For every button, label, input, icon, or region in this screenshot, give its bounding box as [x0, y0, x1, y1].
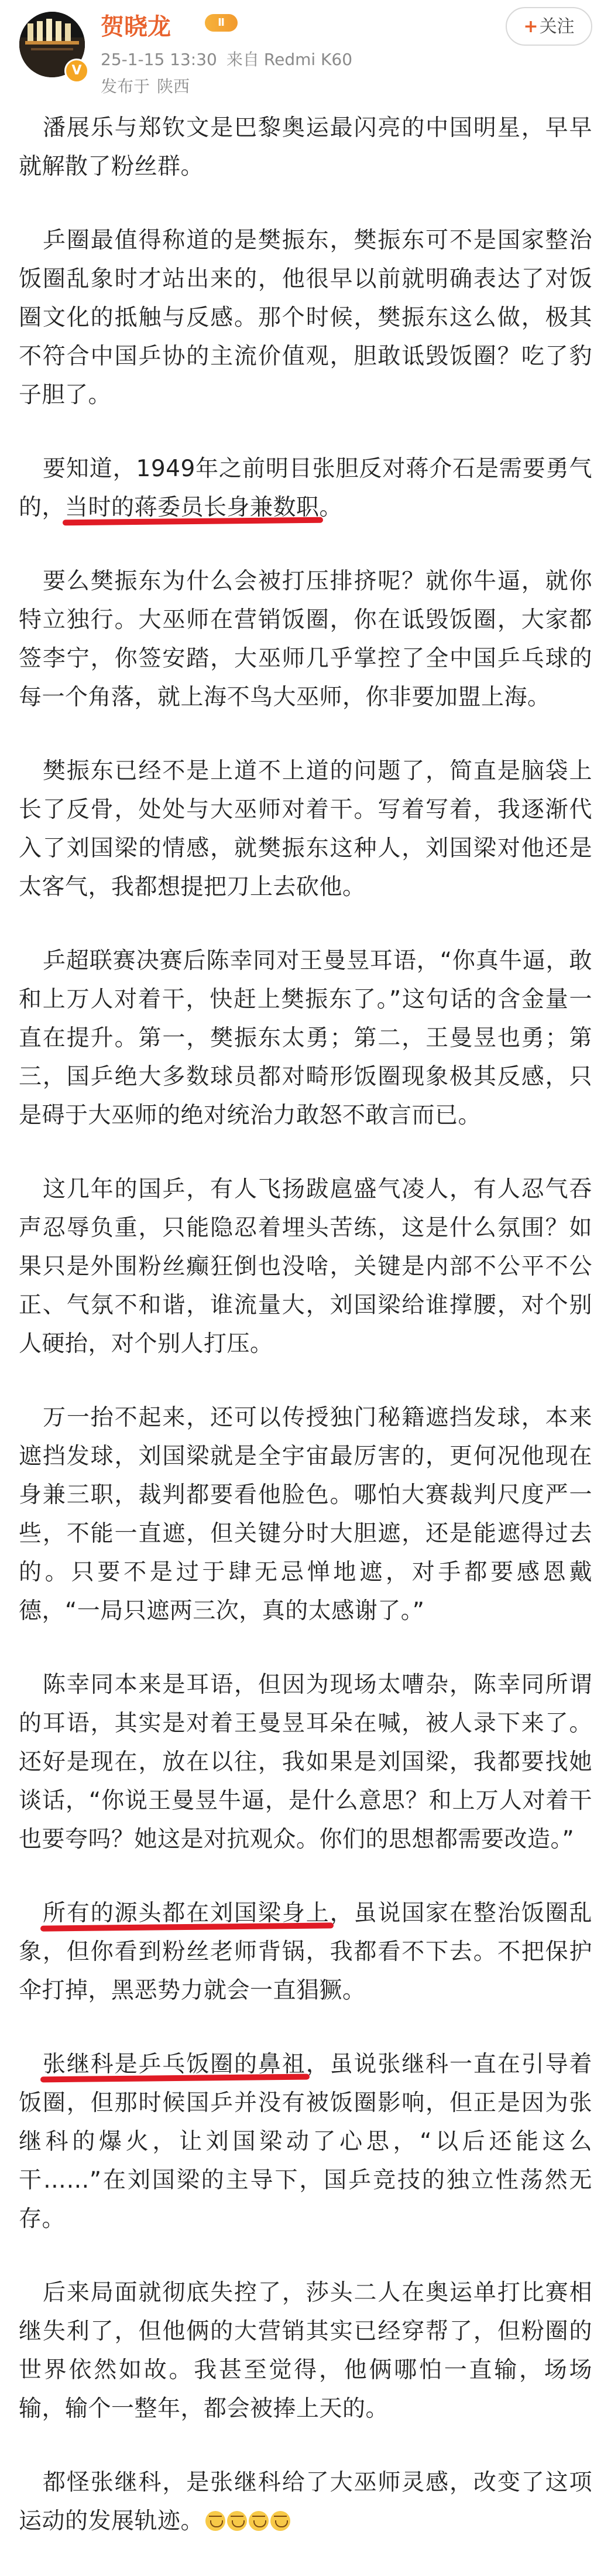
post-location-prefix: 发布于 [101, 77, 150, 96]
post-meta [101, 47, 352, 70]
underlined-highlight: 当时的蒋委员长身兼数职 [65, 494, 320, 521]
paragraph-text: 要知道，1949年之前明目张胆反对蒋介石是需要勇气的， [19, 456, 592, 521]
paragraph [19, 450, 592, 527]
post-header [0, 0, 611, 109]
underlined-highlight: 张继科是乒乓饭圈的鼻祖 [42, 2051, 306, 2078]
paragraph: 潘展乐与郑钦文是巴黎奥运最闪亮的中国明星，早早就解散了粉丝群。 [19, 115, 592, 180]
paragraph: 要么樊振东为什么会被打压排挤呢？就你牛逼，就你特立独行。大巫师在营销饭圈，你在诋毁饭圈，大家都签李宁，你签安踏，大巫师几乎掌控了全中国乒乓球的每一个角落，就上海不鸟大巫师，你非要加盟上海。 [19, 568, 592, 710]
grin-sweat-emoji-icon [227, 2511, 247, 2531]
paragraph: 后来局面就彻底失控了，莎头二人在奥运单打比赛相继失利了，但他俩的大营销其实已经穿帮了，但粉圈的世界依然如故。我甚至觉得，他俩哪怕一直输，场场输，输个一整年，都会被捧上天的。 [19, 2280, 592, 2422]
paragraph: 这几年的国乒，有人飞扬跋扈盛气凌人，有人忍气吞声忍辱负重，只能隐忍着埋头苦练，这是什么氛围？如果只是外围粉丝癫狂倒也没啥，关键是内部不公平不公正、气氛不和谐，谁流量大，刘国梁给谁撑腰，对个别人硬抬，对个别人打压。 [19, 1176, 592, 1357]
follow-label: 关注 [539, 16, 575, 37]
paragraph: 万一抬不起来，还可以传授独门秘籍遮挡发球，本来遮挡发球，刘国梁就是全宇宙最厉害的，更何况他现在身兼三职，裁判都要看他脸色。哪怕大赛裁判尺度严一些，不能一直遮，但关键分时大胆遮，还是能遮得过去的。只要不是过于肆无忌惮地遮，对手都要感恩戴德，“一局只遮两三次，真的太感谢了。” [19, 1405, 592, 1624]
underlined-highlight: 所有的源头都在刘国梁身上 [42, 1900, 330, 1926]
post-location [101, 74, 190, 97]
grin-sweat-emoji-icon [270, 2511, 290, 2531]
paragraph: 乒超联赛决赛后陈幸同对王曼昱耳语，“你真牛逼，敢和上万人对着干，快赶上樊振东了。”这句话的含金量一直在提升。第一，樊振东太勇；第二，王曼昱也勇；第三，国乒绝大多数球员都对畸形饭圈现象极其反感，只是碍于大巫师的绝对统治力敢怒不敢言而已。 [19, 948, 592, 1129]
post-time: 25-1-15 13:30 [101, 50, 217, 69]
paragraph-last [19, 2464, 592, 2541]
paragraph-text: 都怪张继科，是张继科给了大巫师灵感，改变了这项运动的发展轨迹。 [19, 2469, 592, 2534]
paragraph: 樊振东已经不是上道不上道的问题了，简直是脑袋上长了反骨，处处与大巫师对着干。写着写着，我逐渐代入了刘国梁的情感，就樊振东这种人，刘国梁对他还是太客气，我都想提把刀上去砍他。 [19, 758, 592, 900]
paragraph [19, 1894, 592, 2010]
verified-badge-icon: V [64, 59, 89, 83]
post-source-prefix: 来自 [226, 50, 259, 69]
grin-sweat-emoji-icon [249, 2511, 269, 2531]
post-body [19, 109, 592, 2576]
grin-sweat-emoji-icon [205, 2511, 225, 2531]
paragraph-text: 。 [319, 494, 343, 521]
follow-button[interactable] [506, 7, 592, 46]
paragraph [19, 2045, 592, 2239]
author-name[interactable]: 贺晓龙 [101, 13, 171, 40]
paragraph-text: ，虽说国家在整治饭圈乱象，但你看到粉丝老师背锅，我都看不下去。不把保护伞打掉，黑恶势力就会一直猖獗。 [19, 1900, 592, 2004]
post-location-value: 陕西 [157, 77, 190, 96]
plus-icon: + [523, 16, 538, 37]
paragraph: 陈幸同本来是耳语，但因为现场太嘈杂，陈幸同所谓的耳语，其实是对着王曼昱耳朵在喊，被人录下来了。还好是现在，放在以往，我如果是刘国梁，我都要找她谈话，“你说王曼昱牛逼，是什么意思？和上万人对着干也要夸吗？她这是对抗观众。你们的思想都需要改造。” [19, 1672, 592, 1853]
paragraph: 乒圈最值得称道的是樊振东，樊振东可不是国家整治饭圈乱象时才站出来的，他很早以前就明确表达了对饭圈文化的抵触与反感。那个时候，樊振东这么做，极其不符合中国乒协的主流价值观，胆敢诋毁饭圈？吃了豹子胆了。 [19, 227, 592, 408]
post-device: Redmi K60 [263, 50, 353, 69]
paragraph-text: ，虽说张继科一直在引导着饭圈，但那时候国乒并没有被饭圈影响，但正是因为张继科的爆火，让刘国梁动了心思，“以后还能这么干……”在刘国梁的主导下，国乒竞技的独立性荡然无存。 [19, 2051, 592, 2232]
level-badge: Ⅱ [205, 14, 238, 32]
